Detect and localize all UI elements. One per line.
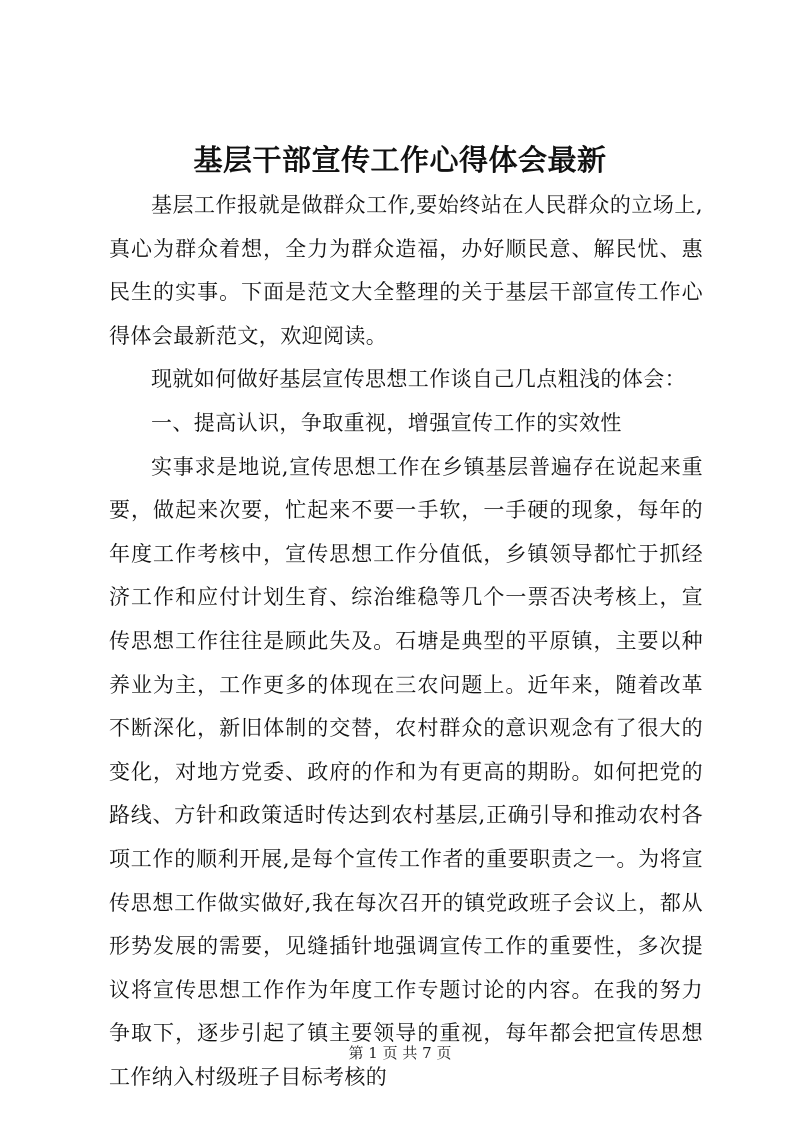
section-heading: 一、提高认识，争取重视，增强宣传工作的实效性 — [151, 410, 622, 435]
paragraph-section-body: 实事求是地说,宣传思想工作在乡镇基层普遍存在说起来重要，做起来次要，忙起来不要一手软，一手硬的现象，每年的年度工作考核中，宣传思想工作分值低，乡镇领导都忙于抓经济工作和应付计划生育、综治维稳等几个一票否决考核上，宣传思想工作往往是顾此失及。石塘是典型的平原镇，主要以种养业为主，工作更多的体现在三农问题上。近年来，随着改革不断深化，新旧体制的交替，农村群众的意识观念有了很大的变化，对地方党委、政府的作和为有更高的期盼。如何把党的路线、方针和政策适时传达到农村基层,正确引导和推动农村各项工作的顺利开展,是每个宣传工作者的重要职责之一。为将宣传思想工作做实做好,我在每次召开的镇党政班子会议上，都从形势发展的需要，见缝插针地强调宣传工作的重要性，多次提议将宣传思想工作作为年度工作专题讨论的内容。在我的努力争取下，逐步引起了镇主要领导的重视，每年都会把宣传思想工作纳入村级班子目标考核的 — [109, 454, 703, 1089]
document-title: 基层干部宣传工作心得体会最新 — [193, 143, 607, 177]
page-number: 第 1 页 共 7 页 — [348, 1044, 452, 1062]
document-body — [109, 184, 703, 1099]
paragraph-lead: 现就如何做好基层宣传思想工作谈自己几点粗浅的体会： — [151, 367, 686, 392]
paragraph-intro: 基层工作报就是做群众工作,要始终站在人民群众的立场上,真心为群众着想，全力为群众造福，办好顺民意、解民忧、惠民生的实事。下面是范文大全整理的关于基层干部宣传工作心得体会最新范文，欢迎阅读。 — [109, 193, 703, 348]
